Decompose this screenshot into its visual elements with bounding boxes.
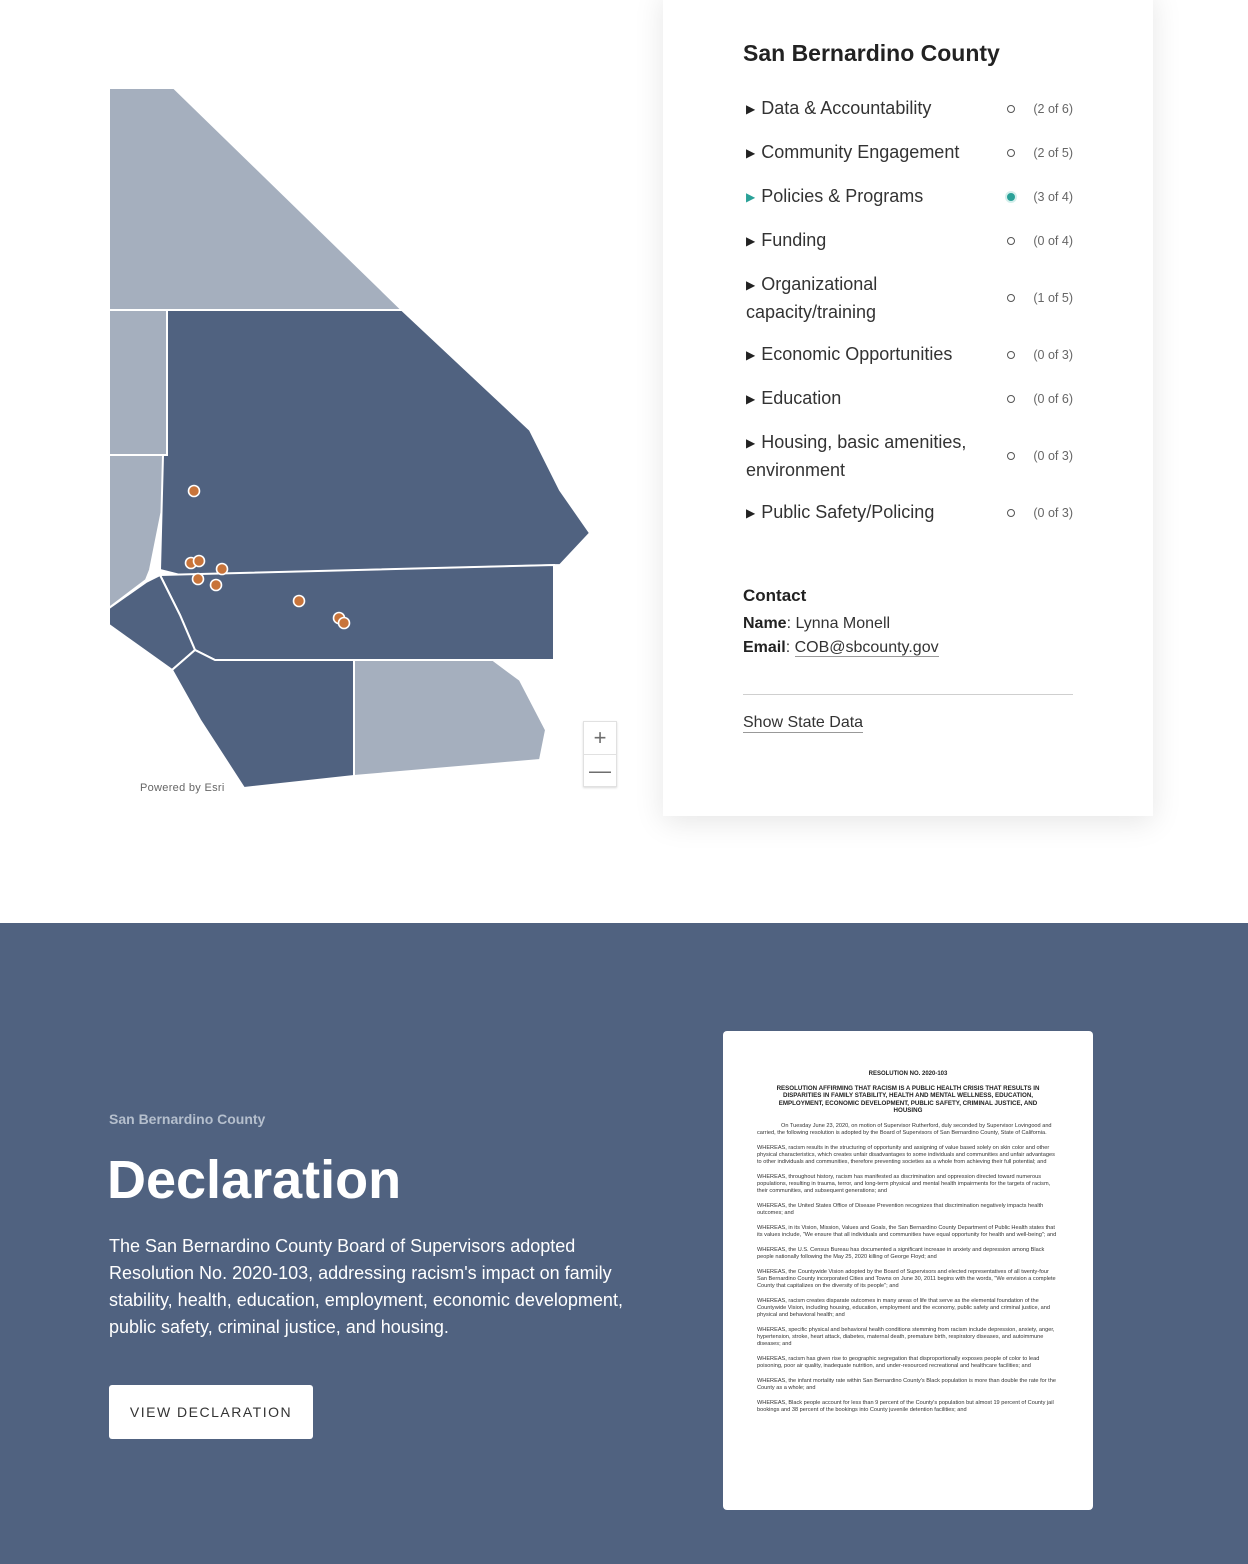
category-public-safety[interactable] [743,491,1073,535]
category-label: Housing, basic amenities, environment [746,432,967,480]
status-dot-icon [1007,351,1015,359]
county-san-diego[interactable] [172,650,354,788]
zoom-out-button[interactable]: — [584,754,616,786]
contact-name-label: Name [743,615,787,632]
county-inyo[interactable] [109,88,402,310]
category-policies-programs[interactable] [743,175,1073,219]
category-label: Funding [761,230,827,250]
expand-triangle-icon: ▶ [746,278,756,292]
category-label: Organizational capacity/training [746,274,878,322]
document-paragraph: WHEREAS, the infant mortality rate within San Bernardino County's Black population is more than double the rate for the County as a whole; and [757,1377,1056,1391]
category-count: (0 of 3) [1033,348,1073,362]
zoom-in-button[interactable]: + [593,725,607,750]
document-paragraph: On Tuesday June 23, 2020, on motion of Supervisor Rutherford, duly seconded by Supervisor Lovingood and carried, the following resolution is adopted by the Board of Supervisors of San Bernardino County, State of California. [757,1122,1052,1136]
category-label: Public Safety/Policing [761,502,935,522]
category-count: (1 of 5) [1033,291,1073,305]
expand-triangle-icon: ▶ [746,190,756,204]
category-community-engagement[interactable] [743,131,1073,175]
expand-triangle-icon: ▶ [746,102,756,116]
show-state-data-link[interactable]: Show State Data [743,714,864,731]
category-label: Policies & Programs [761,186,924,206]
document-subheading: RESOLUTION AFFIRMING THAT RACISM IS A PUBLIC HEALTH CRISIS THAT RESULTS IN DISPARITIES IN FAMILY STABILITY, HEALTH AND MENTAL WELLNESS, EDUCATION, EMPLOYMENT, ECONOMIC DEVELOPMENT, PUBLIC SAFETY, CRIMINAL JUSTICE, AND HOUSING [776,1085,1040,1115]
declaration-eyebrow: San Bernardino County [109,1111,266,1127]
category-label: Economic Opportunities [761,344,953,364]
document-paragraph: WHEREAS, the United States Office of Disease Prevention recognizes that discrimination negatively impacts health outcomes; and [757,1202,1044,1216]
document-paragraph: WHEREAS, the Countywide Vision adopted by the Board of Supervisors and elected representatives of all twenty-four San Bernardino County incorporated Cities and Towns on June 30, 2011 begins with the words, "We envision a complete County that capitalizes on the diversity of its people"; and [757,1268,1056,1289]
category-count: (2 of 5) [1033,146,1073,160]
map-marker[interactable] [217,564,228,575]
map-marker[interactable] [294,596,305,607]
category-count: (3 of 4) [1033,190,1073,204]
declaration-description: The San Bernardino County Board of Supervisors adopted Resolution No. 2020-103, addressing racism's impact on family stability, health, education, employment, economic development, public safety, criminal justice, and housing. [109,1236,623,1337]
status-dot-icon [1007,395,1015,403]
category-count: (0 of 6) [1033,392,1073,406]
category-funding[interactable] [743,219,1073,263]
map-marker[interactable] [211,580,222,591]
expand-triangle-icon: ▶ [746,392,756,406]
esri-attribution[interactable]: Powered by Esri [140,782,225,794]
document-paragraph: WHEREAS, Black people account for less than 9 percent of the County's population but almost 19 percent of County jail bookings and 38 percent of the bookings into County juvenile detention facilities; and [757,1399,1054,1413]
county-imperial[interactable] [354,660,546,776]
category-economic-opportunities[interactable] [743,333,1073,377]
expand-triangle-icon: ▶ [746,348,756,362]
category-list [743,87,1073,535]
declaration-title: Declaration [107,1150,402,1210]
document-paragraph: WHEREAS, the U.S. Census Bureau has documented a significant increase in anxiety and depression among Black people nationally following the May 25, 2020 killing of George Floyd; and [757,1246,1045,1260]
status-dot-icon [1007,149,1015,157]
status-dot-icon [1007,452,1015,460]
map-marker[interactable] [193,574,204,585]
expand-triangle-icon: ▶ [746,146,756,160]
contact-name: Lynna Monell [795,615,891,632]
panel-divider [743,694,1073,695]
contact-name-row: Name: Lynna Monell [743,615,891,632]
document-paragraph: WHEREAS, racism creates disparate outcomes in many areas of life that serve as the elemental foundation of the Countywide Vision, including housing, education, employment and the economy, public safety and criminal justice, and physical and behavioral health; and [757,1297,1051,1318]
view-declaration-button[interactable]: VIEW DECLARATION [109,1385,313,1439]
document-paragraph: WHEREAS, racism results in the structuring of opportunity and assigning of value based solely on skin color and other physical characteristics, which creates unfair disadvantages to some individuals and communities and unfair advantages to other individuals and communities, therefore preventing societies as a whole from achieving their full potential; and [757,1144,1055,1165]
county-detail-panel [663,0,1153,816]
status-dot-icon [1007,509,1015,517]
status-dot-icon [1007,105,1015,113]
map-marker[interactable] [189,486,200,497]
category-education[interactable] [743,377,1073,421]
county-kern[interactable] [109,310,167,455]
document-paragraph: WHEREAS, specific physical and behavioral health conditions stemming from racism include depression, anxiety, anger, hypertension, stroke, heart attack, diabetes, maternal death, premature birth, respiratory diseases, and autoimmune diseases; and [757,1326,1055,1347]
contact-email-link[interactable]: COB@sbcounty.gov [794,639,939,656]
contact-heading: Contact [743,586,807,605]
expand-triangle-icon: ▶ [746,234,756,248]
expand-triangle-icon: ▶ [746,436,756,450]
declaration-section [0,923,1248,1564]
expand-triangle-icon: ▶ [746,506,756,520]
declaration-document-preview[interactable] [723,1031,1093,1510]
contact-block [743,586,939,660]
map-marker[interactable] [194,556,205,567]
county-map[interactable] [100,80,620,800]
map-marker[interactable] [339,618,350,629]
category-count: (2 of 6) [1033,102,1073,116]
category-organizational-capacity[interactable] [743,263,1073,333]
zoom-control [583,721,617,787]
document-heading: RESOLUTION NO. 2020-103 [868,1071,948,1077]
document-paragraph: WHEREAS, racism has given rise to geographic segregation that disproportionally exposes people of color to lead poisoning, poor air quality, inadequate nutrition, and under-resourced recreational and healthcare facilities; and [757,1355,1040,1369]
document-paragraph: WHEREAS, throughout history, racism has manifested as discrimination and oppression directed toward numerous populations, resulting in trauma, terror, and long-term physical and mental health impairments for the targets of racism, their communities, and subsequent generations; and [757,1173,1051,1194]
county-san-bernardino[interactable] [160,310,590,575]
category-count: (0 of 4) [1033,234,1073,248]
category-data-accountability[interactable] [743,87,1073,131]
contact-email-row: Email: COB@sbcounty.gov [743,639,939,656]
county-riverside[interactable] [160,565,554,660]
category-count: (0 of 3) [1033,506,1073,520]
status-dot-active-icon [1007,193,1015,201]
category-label: Education [761,388,842,408]
category-label: Community Engagement [761,142,960,162]
category-count: (0 of 3) [1033,449,1073,463]
contact-email-label: Email [743,639,786,656]
status-dot-icon [1007,237,1015,245]
map-canvas[interactable] [100,80,620,800]
category-housing[interactable] [743,421,1073,491]
document-paragraph: WHEREAS, in its Vision, Mission, Values and Goals, the San Bernardino County Department of Public Health states that its values include, "We ensure that all individuals and communities have equal opportunity for health and well-being"; and [757,1224,1057,1238]
category-label: Data & Accountability [761,98,932,118]
county-title: San Bernardino County [743,40,1000,66]
status-dot-icon [1007,294,1015,302]
